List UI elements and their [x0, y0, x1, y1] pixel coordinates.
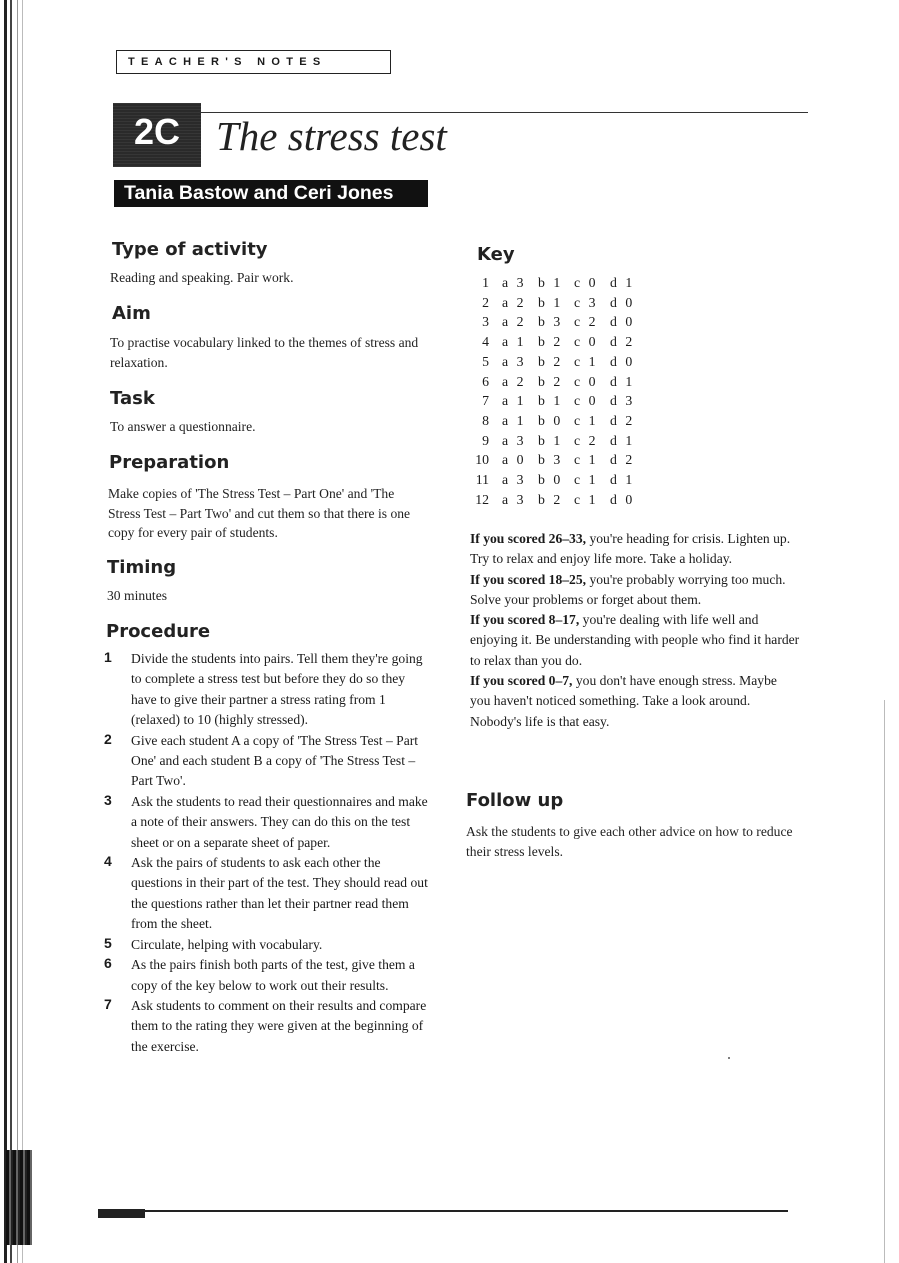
key-value-a: a 2 — [502, 373, 526, 389]
procedure-step — [104, 853, 434, 935]
key-value-b: b 3 — [538, 452, 563, 468]
heading-task: Task — [110, 388, 155, 409]
type-of-activity-text: Reading and speaking. Pair work. — [110, 270, 294, 285]
step-text: Give each student A a copy of 'The Stress Test – Part One' and each student B a copy of 'The Stress Test – Part Two'. — [131, 732, 419, 789]
heading-type-of-activity: Type of activity — [112, 239, 268, 260]
key-row — [470, 312, 646, 332]
score-description: you're probably worrying too much. Solve your problems or forget about them. — [470, 571, 786, 607]
key-value-c: c 1 — [574, 491, 598, 507]
score-range-label: If you scored 8–17, — [470, 612, 580, 628]
key-value-d: d 2 — [610, 452, 635, 468]
key-value-a: a 1 — [502, 334, 526, 350]
task-text: To answer a questionnaire. — [110, 419, 256, 434]
key-value-b: b 2 — [538, 373, 563, 389]
step-text: As the pairs finish both parts of the test, give them a copy of the key below to work out their results. — [131, 957, 415, 993]
header-label: TEACHER'S NOTES — [128, 56, 327, 68]
heading-aim: Aim — [112, 303, 151, 324]
procedure-step — [104, 731, 434, 792]
aim-text: To practise vocabulary linked to the themes of stress and relaxation. — [110, 335, 419, 370]
score-paragraph — [470, 529, 800, 570]
key-question-number: 7 — [482, 393, 489, 409]
speck — [728, 1057, 730, 1059]
key-value-c: c 1 — [574, 472, 598, 488]
unit-badge — [113, 103, 201, 167]
preparation-text: Make copies of 'The Stress Test – Part One' and 'The Stress Test – Part Two' and cut them so that there is one copy for every pair of students. — [108, 486, 411, 540]
key-value-b: b 2 — [538, 353, 563, 369]
key-value-d: d 1 — [610, 472, 635, 488]
key-value-a: a 3 — [502, 432, 526, 448]
procedure-step — [104, 955, 434, 996]
key-value-c: c 1 — [574, 412, 598, 428]
key-value-b: b 1 — [538, 432, 563, 448]
score-range-label: If you scored 26–33, — [470, 531, 587, 546]
procedure-step — [104, 996, 434, 1057]
key-question-number: 4 — [482, 334, 489, 350]
key-value-b: b 0 — [538, 472, 563, 488]
key-value-b: b 3 — [538, 314, 563, 330]
key-value-a: a 3 — [502, 275, 526, 290]
key-value-c: c 0 — [574, 373, 598, 389]
key-question-number: 5 — [482, 353, 489, 369]
key-value-b: b 2 — [538, 491, 563, 507]
step-number: 4 — [104, 853, 112, 870]
key-value-a: a 2 — [502, 294, 526, 310]
procedure-step — [104, 649, 434, 731]
key-value-c: c 0 — [574, 275, 598, 290]
key-row — [470, 490, 646, 510]
heading-preparation: Preparation — [109, 452, 230, 473]
timing-text: 30 minutes — [107, 588, 168, 603]
key-value-d: d 1 — [610, 275, 635, 290]
key-question-number: 6 — [482, 373, 489, 389]
key-value-c: c 2 — [574, 432, 598, 448]
procedure-list — [104, 649, 434, 1057]
step-number: 3 — [104, 791, 112, 808]
key-question-number: 12 — [475, 491, 489, 507]
key-value-b: b 1 — [538, 275, 563, 290]
key-value-d: d 0 — [610, 314, 635, 330]
score-description: you don't have enough stress. Maybe you haven't noticed something. Take a look around. Nobody's life is that easy. — [470, 673, 777, 729]
key-value-d: d 0 — [610, 353, 635, 369]
key-row — [470, 391, 646, 411]
key-question-number: 10 — [475, 452, 489, 468]
key-row — [470, 470, 646, 490]
key-value-a: a 3 — [502, 353, 526, 369]
key-row — [470, 293, 646, 313]
score-range-label: If you scored 0–7, — [470, 673, 573, 689]
key-row — [470, 372, 646, 392]
score-paragraph — [470, 570, 800, 611]
key-row — [470, 332, 646, 352]
key-value-a: a 0 — [502, 452, 526, 468]
key-value-a: a 3 — [502, 491, 526, 507]
binding-shadow — [6, 1150, 32, 1245]
key-question-number: 11 — [475, 472, 489, 488]
key-value-a: a 3 — [502, 472, 526, 488]
key-question-number: 9 — [482, 432, 489, 448]
step-number: 6 — [104, 955, 112, 972]
key-value-a: a 2 — [502, 314, 526, 330]
key-value-b: b 1 — [538, 393, 563, 409]
key-value-c: c 1 — [574, 353, 598, 369]
step-number: 2 — [104, 730, 112, 747]
step-number: 5 — [104, 934, 112, 951]
key-question-number: 8 — [482, 412, 489, 428]
key-value-d: d 1 — [610, 432, 635, 448]
authors-banner: Tania Bastow and Ceri Jones — [114, 180, 428, 207]
key-value-c: c 3 — [574, 294, 598, 310]
key-row — [470, 431, 646, 451]
key-question-number: 2 — [482, 294, 489, 310]
page-edge — [884, 700, 885, 1263]
unit-code: 2C — [133, 111, 181, 152]
score-range-label: If you scored 18–25, — [470, 571, 587, 587]
key-value-d: d 0 — [610, 491, 635, 507]
step-text: Circulate, helping with vocabulary. — [131, 936, 323, 952]
key-value-d: d 3 — [610, 393, 635, 409]
footer-marker — [98, 1209, 145, 1218]
key-value-d: d 2 — [610, 412, 635, 428]
key-row — [470, 352, 646, 372]
score-interpretations — [470, 529, 800, 732]
key-value-b: b 1 — [538, 294, 563, 310]
step-number: 7 — [104, 995, 112, 1012]
key-row — [470, 273, 646, 293]
step-text: Ask students to comment on their results and compare them to the rating they were given at the beginning of the exercise. — [131, 997, 427, 1054]
step-text: Ask the students to read their questionnaires and make a note of their answers. They can do this on the test sheet or on a separate sheet of paper. — [131, 793, 428, 850]
binding-edge — [0, 0, 34, 1263]
key-row — [470, 411, 646, 431]
key-value-c: c 0 — [574, 393, 598, 409]
step-number: 1 — [104, 649, 112, 665]
key-value-b: b 0 — [538, 412, 563, 428]
heading-timing: Timing — [107, 557, 177, 578]
score-paragraph — [470, 671, 800, 732]
key-row — [470, 450, 646, 470]
follow-up-text: Ask the students to give each other advice on how to reduce their stress levels. — [466, 824, 793, 859]
key-value-d: d 1 — [610, 373, 635, 389]
key-value-c: c 1 — [574, 452, 598, 468]
page-title: The stress test — [216, 113, 447, 159]
key-value-c: c 2 — [574, 314, 598, 330]
footer-rule — [98, 1210, 788, 1212]
procedure-step — [104, 792, 434, 853]
procedure-step — [104, 935, 434, 955]
score-description: you're dealing with life well and enjoying it. Be understanding with people who find it harder to relax than you do. — [470, 612, 800, 668]
key-question-number: 1 — [482, 275, 489, 290]
score-description: you're heading for crisis. Lighten up. Try to relax and enjoy life more. Take a holiday. — [470, 531, 791, 567]
key-question-number: 3 — [482, 314, 489, 330]
step-text: Divide the students into pairs. Tell them they're going to complete a stress test but before they do so they have to give their partner a stress rating from 1 (relaxed) to 10 (highly stressed). — [131, 651, 423, 728]
key-value-d: d 2 — [610, 334, 635, 350]
heading-key: Key — [477, 244, 515, 265]
answer-key-table — [470, 273, 646, 509]
key-value-a: a 1 — [502, 393, 526, 409]
heading-procedure: Procedure — [106, 621, 211, 642]
score-paragraph — [470, 610, 800, 671]
heading-follow-up: Follow up — [466, 790, 564, 811]
key-value-d: d 0 — [610, 294, 635, 310]
step-text: Ask the pairs of students to ask each other the questions in their part of the test. They should read out the questions rather than let their partner read them from the sheet. — [131, 855, 428, 932]
key-value-b: b 2 — [538, 334, 563, 350]
key-value-c: c 0 — [574, 334, 598, 350]
key-value-a: a 1 — [502, 412, 526, 428]
